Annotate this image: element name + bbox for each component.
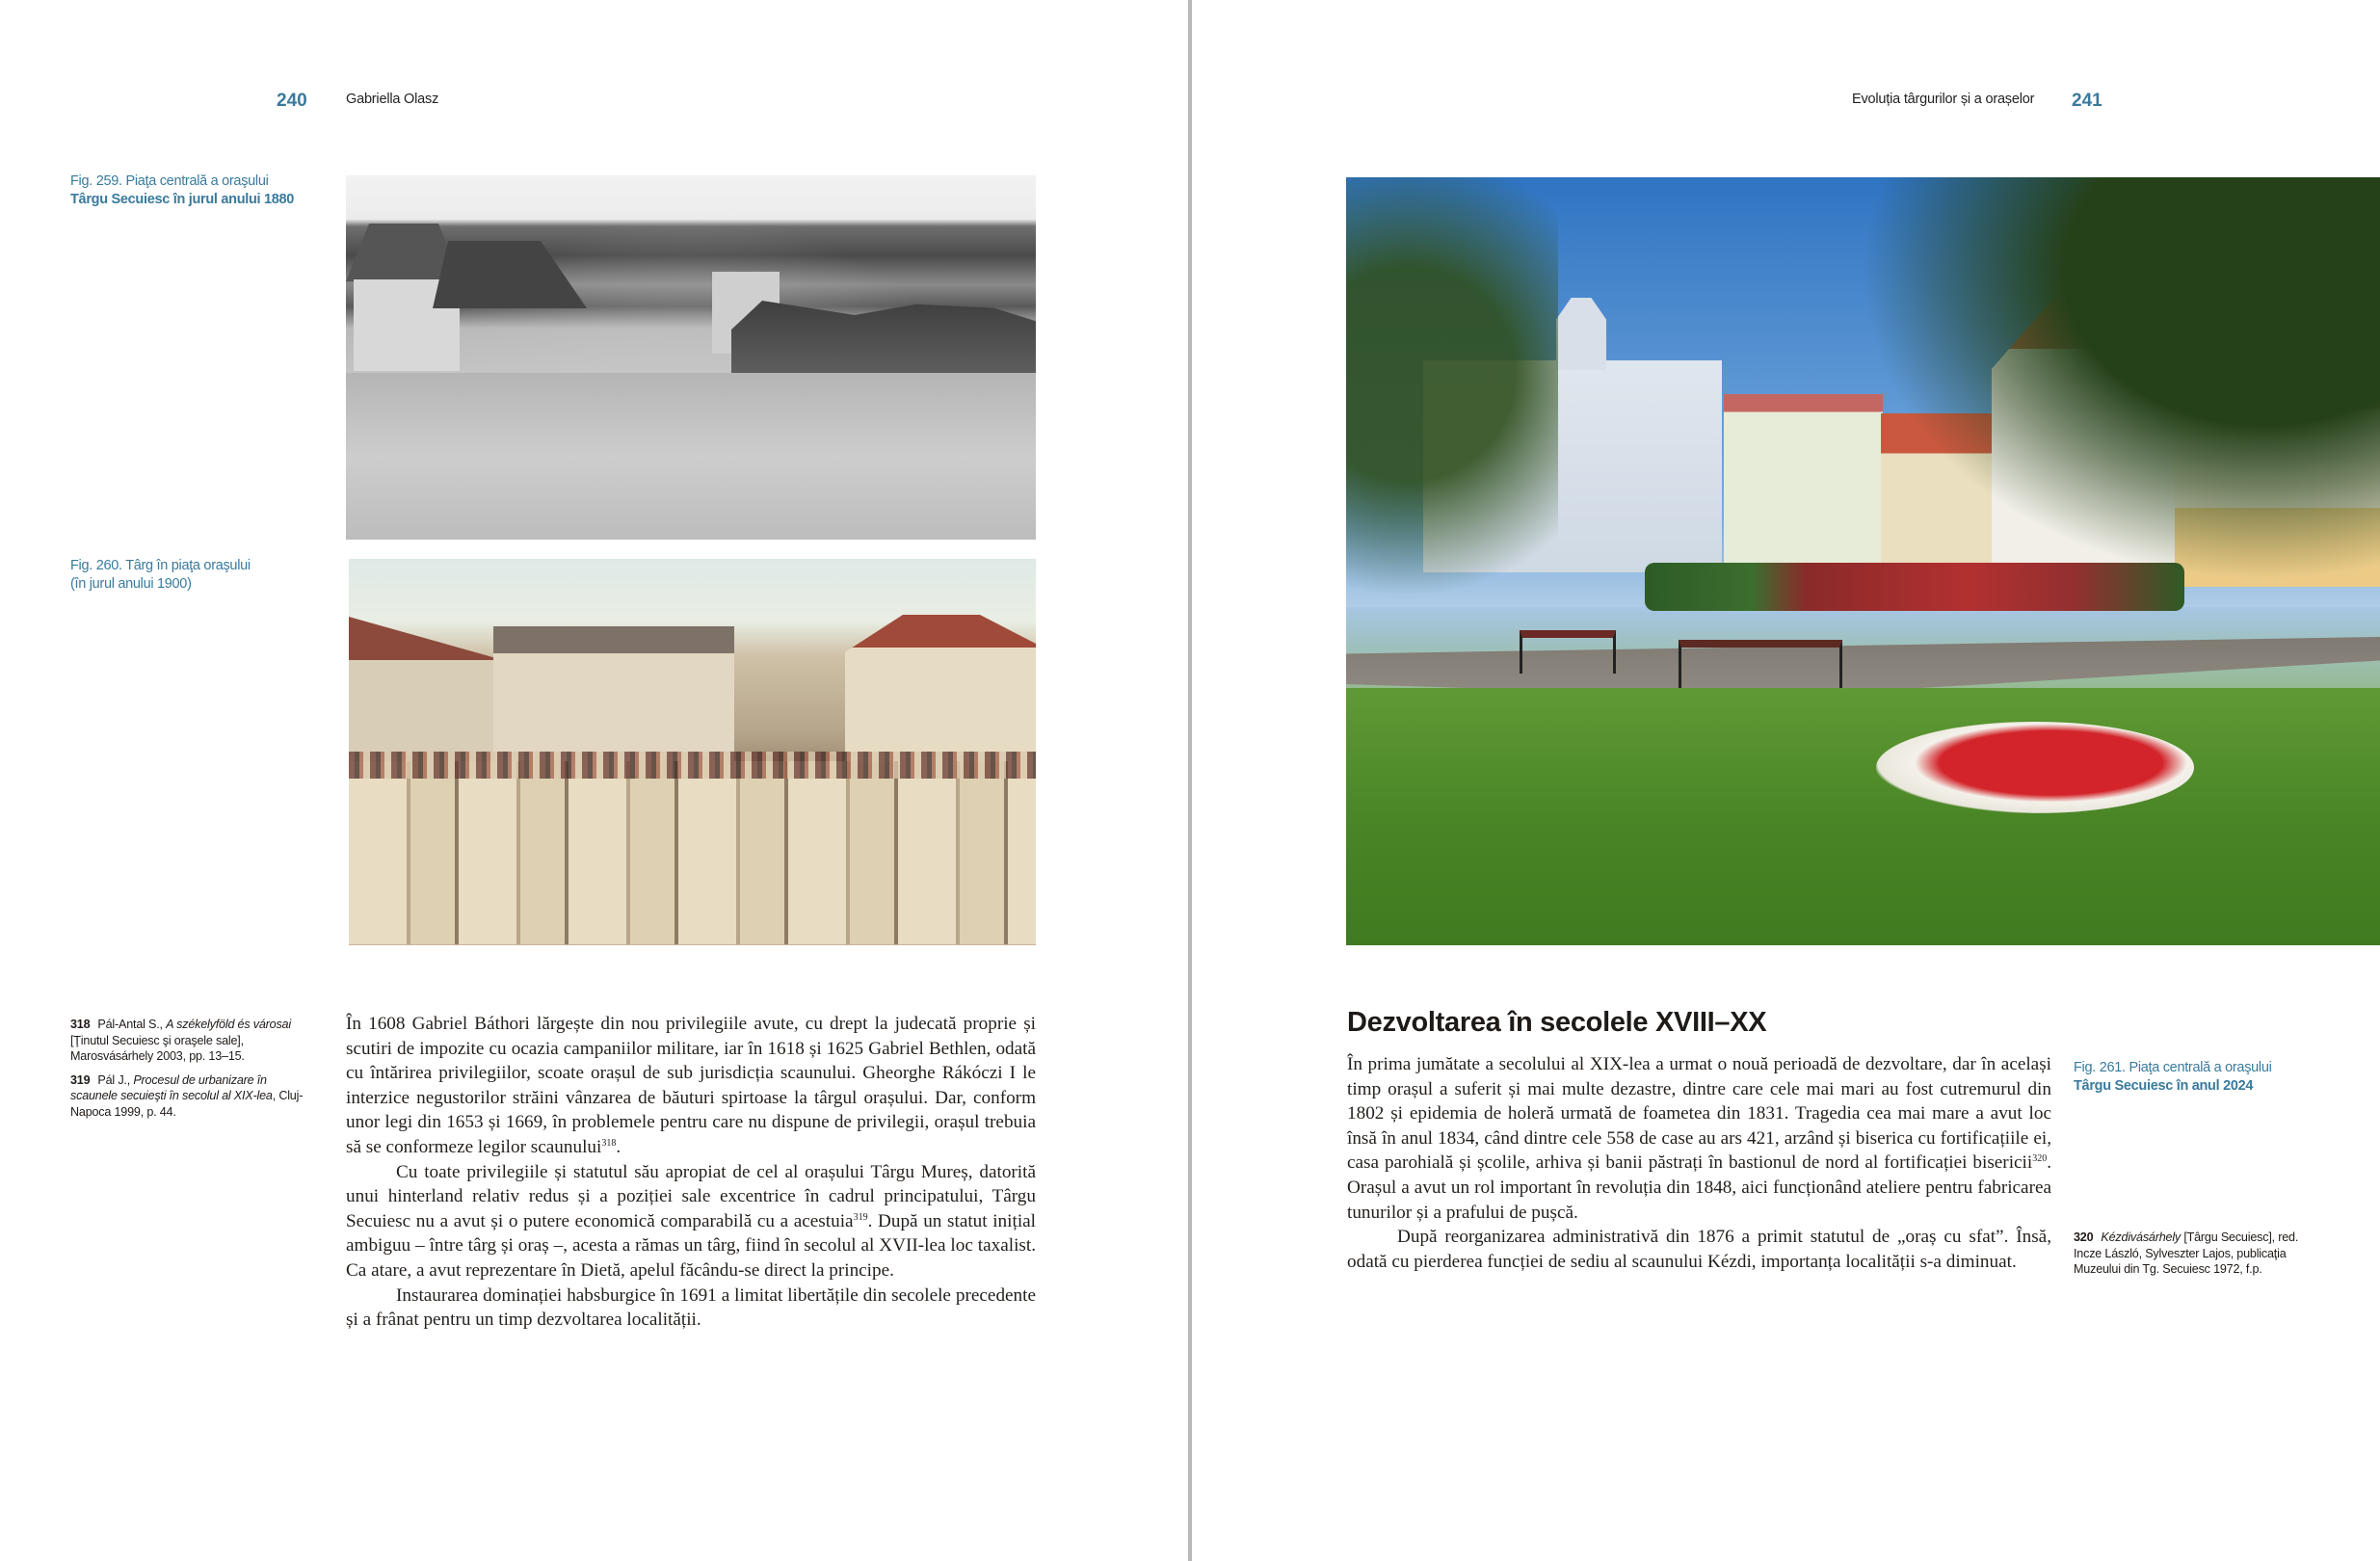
caption-line: Fig. 260. Târg în piaţa oraşului [70,558,251,573]
caption-line: Târgu Secuiesc în jurul anului 1880 [70,192,295,207]
photo-roof [433,241,587,308]
body-text-right [1347,1052,2051,1274]
page-number-left: 240 [277,91,307,111]
right-page [1193,0,2380,1561]
section-heading: Dezvoltarea în secolele XVIII–XX [1347,1007,1767,1038]
caption-line: Târgu Secuiesc în anul 2024 [2074,1078,2254,1094]
footnote-title: Kézdivásárhely [2101,1230,2182,1244]
figure-image-259 [346,175,1036,540]
footnote-rest: , Cluj-Napoca 1999, p. 44. [70,1089,304,1119]
footnote-319 [70,1072,311,1121]
figure-caption-260 [70,557,251,594]
footnote-number: 319 [70,1072,91,1087]
running-head-chapter: Evoluția târgurilor și a orașelor [1852,92,2035,107]
photo-building [493,626,734,761]
figure-caption-259 [70,172,294,209]
footnote-320 [2074,1230,2305,1278]
photo-tree-foliage [1860,177,2380,582]
paragraph: După reorganizarea administrativă din 1876 a primit statutul de „oraș cu sfat”. Însă, odată cu pierderea funcției de sediu al scaunului Kézdi, importanța localității s-a diminuat. [1347,1227,2051,1272]
footnotes-left [70,1017,311,1127]
photo-building [349,617,503,761]
footnote-ref[interactable]: 319 [853,1211,868,1223]
footnote-number: 320 [2074,1230,2094,1244]
footnote-rest: [Ţinutul Secuiesc şi oraşele sale], Marosvásárhely 2003, pp. 13–15. [70,1033,245,1063]
left-page [0,0,1189,1561]
paragraph: Instaurarea dominației habsburgice în 1691 a limitat libertățile din secolele precedente și a frânat pentru un timp dezvoltarea localității. [346,1284,1036,1331]
photo-square-ground [346,373,1036,540]
footnote-title: Procesul de urbanizare în scaunele secuieşti în secolul al XIX-lea [70,1072,273,1102]
footnote-rest: [Târgu Secuiesc], red. Incze László, Sylveszter Lajos, publicaţia Muzeului din Tg. Secuiesc 1972, f.p. [2074,1230,2299,1276]
photo-bench [1679,640,1842,688]
photo-market-stalls [349,761,1036,944]
page-number-right: 241 [2072,91,2102,111]
footnote-318 [70,1017,311,1065]
figure-caption-261 [2074,1059,2272,1096]
caption-line: Fig. 261. Piaţa centrală a oraşului [2074,1060,2272,1075]
photo-building [845,615,1036,764]
body-text-left [346,1012,1036,1333]
photo-lawn [1346,688,2380,945]
photo-houses-row [731,301,1036,373]
caption-line: Fig. 259. Piaţa centrală a oraşului [70,173,269,189]
footnote-number: 318 [70,1018,91,1031]
paragraph: În prima jumătate a secolului al XIX-lea a urmat o nouă perioadă de dezvoltare, dar în același timp orașul a suferit și mai multe dezastre, dintre care cele mai mari au fost cutremurul din 1802 și epidemia de holeră urmată de foametea din 1831. Tragedia cea mai mare a avut loc însă în anul 1834, când dintre cele 558 de case au ars 421, arzând și biserica cu fortificațiile ei, casa parohială și școlile, arhiva și banii păstrați în bastionul de nord al fortificației bisericii$^{320}$. Orașul a avut un rol important în revoluția din 1848, aici funcționând ateliere pentru fabricarea tunurilor și a prafului de pușcă. [1347,1054,2051,1223]
photo-flowerbed [1876,722,2194,813]
figure-image-260 [349,559,1036,945]
photo-crowd [349,752,1036,779]
footnote-ref[interactable]: 318 [601,1137,617,1149]
footnote-ref[interactable]: 320 [2032,1153,2048,1165]
footnote-author: Pál J., [97,1072,134,1087]
running-head-author: Gabriella Olasz [346,92,439,107]
photo-tree-foliage [1346,177,1558,698]
photo-tower [1556,298,1606,370]
footnotes-right [2074,1230,2305,1285]
footnote-author: Pál-Antal S., [97,1018,167,1031]
paragraph: În 1608 Gabriel Báthori lărgește din nou privilegiile avute, cu drept la judecată proprie și scutiri de impozite cu ocazia campaniilor militare, iar în 1618 și 1625 Gabriel Bethlen, odată cu întărirea privilegiilor, scoate orașul de sub jurisdicția scaunului. Gheorghe Rákóczi I le interzice negustorilor străini vânzarea de băuturi spirtoase la târgul orașului. Dar, conform unor legi din 1653 și 1669, în problemele pentru care nu dispune de privilegii, orașul trebuia să se conformeze legilor scaunului$^{318}$. [346,1014,1036,1157]
footnote-title: A székelyföld és városai [166,1018,291,1031]
caption-line: (în jurul anului 1900) [70,576,192,592]
figure-image-261 [1346,177,2380,945]
paragraph: Cu toate privilegiile și statutul său apropiat de cel al orașului Târgu Mureș, datorită unui hinterland relativ redus și a poziției sale excentrice în cadrul principatului, Târgu Secuiesc nu a avut și o putere economică comparabilă cu a acestuia$^{319}$. După un statut inițial ambiguu – între târg și oraș –, acesta a rămas un târg, fiind în secolul al XVII-lea loc taxalist. Ca atare, a avut reprezentare în Dietă, apelul făcându-se direct la principe. [346,1161,1036,1281]
page-gutter-divider [1188,0,1192,1561]
